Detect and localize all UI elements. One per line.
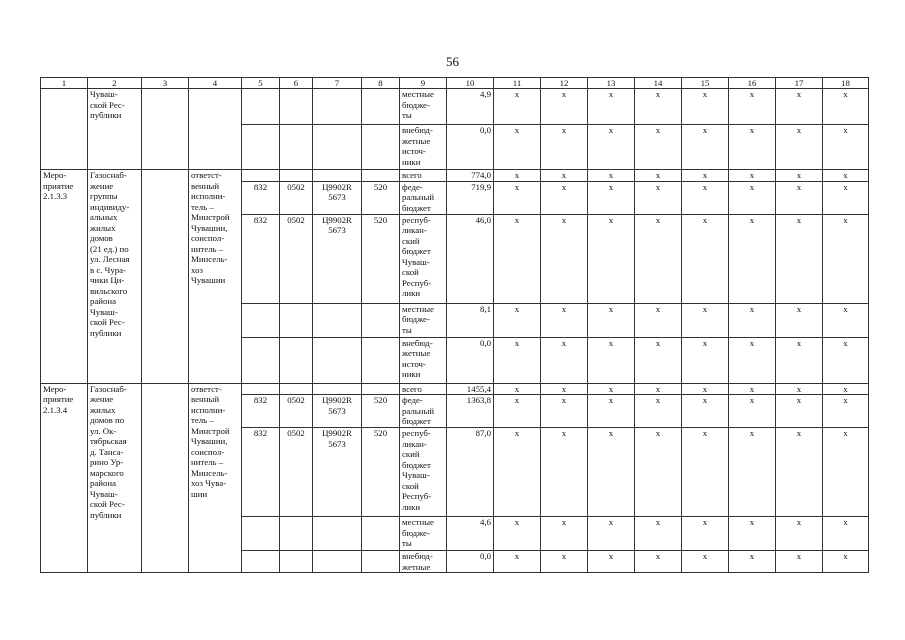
x-mark-cell: х [823, 383, 869, 395]
x-mark-cell: х [541, 125, 588, 170]
goal-indicator-cell [142, 383, 189, 573]
section-cell: 0502 [280, 181, 313, 214]
target-article-cell [313, 303, 362, 337]
grbs-cell: 832 [242, 395, 280, 428]
grbs-cell: 832 [242, 214, 280, 303]
grbs-cell [242, 170, 280, 182]
section-cell [280, 551, 313, 573]
grbs-cell [242, 125, 280, 170]
x-mark-cell: х [729, 517, 776, 551]
x-mark-cell: х [635, 170, 682, 182]
x-mark-cell: х [776, 383, 823, 395]
x-mark-cell: х [635, 125, 682, 170]
funding-source-cell: всего [400, 383, 447, 395]
program-table [40, 77, 869, 573]
x-mark-cell: х [541, 383, 588, 395]
section-cell [280, 89, 313, 125]
activity-name-cell: Газоснаб- жение жилых домов по ул. Ок- тябрьская д. Танса- рино Ур- марского района Чуваш- ской Рес- публики [88, 383, 142, 573]
x-mark-cell: х [494, 395, 541, 428]
x-mark-cell: х [729, 214, 776, 303]
expense-type-cell [362, 551, 400, 573]
amount-cell: 1363,8 [447, 395, 494, 428]
x-mark-cell: х [823, 303, 869, 337]
x-mark-cell: х [776, 125, 823, 170]
x-mark-cell: х [776, 428, 823, 517]
column-number: 6 [280, 78, 313, 89]
x-mark-cell: х [823, 551, 869, 573]
x-mark-cell: х [541, 170, 588, 182]
grbs-cell [242, 303, 280, 337]
x-mark-cell: х [494, 383, 541, 395]
x-mark-cell: х [776, 181, 823, 214]
x-mark-cell: х [541, 89, 588, 125]
x-mark-cell: х [588, 395, 635, 428]
x-mark-cell: х [682, 428, 729, 517]
x-mark-cell: х [823, 214, 869, 303]
target-article-cell: Ц9902R 5673 [313, 428, 362, 517]
amount-cell: 46,0 [447, 214, 494, 303]
funding-source-cell: респуб- ликан- ский бюджет Чуваш- ской Респуб- лики [400, 428, 447, 517]
x-mark-cell: х [729, 125, 776, 170]
target-article-cell [313, 383, 362, 395]
x-mark-cell: х [682, 551, 729, 573]
x-mark-cell: х [541, 337, 588, 383]
expense-type-cell [362, 303, 400, 337]
column-number: 8 [362, 78, 400, 89]
x-mark-cell: х [588, 89, 635, 125]
table-row [41, 170, 869, 182]
section-cell [280, 170, 313, 182]
x-mark-cell: х [823, 517, 869, 551]
x-mark-cell: х [776, 214, 823, 303]
expense-type-cell: 520 [362, 395, 400, 428]
target-article-cell: Ц9902R 5673 [313, 395, 362, 428]
x-mark-cell: х [729, 337, 776, 383]
column-number: 11 [494, 78, 541, 89]
x-mark-cell: х [776, 517, 823, 551]
x-mark-cell: х [541, 181, 588, 214]
activity-name-cell: Газоснаб- жение группы индивиду- альных жилых домов (21 ед.) по ул. Лесная в с. Чура- чики Ци- вильского района Чуваш- ской Рес- публики [88, 170, 142, 384]
x-mark-cell: х [823, 181, 869, 214]
x-mark-cell: х [682, 214, 729, 303]
x-mark-cell: х [682, 181, 729, 214]
activity-label-cell [41, 89, 88, 170]
x-mark-cell: х [823, 428, 869, 517]
x-mark-cell: х [776, 551, 823, 573]
expense-type-cell [362, 89, 400, 125]
x-mark-cell: х [494, 170, 541, 182]
section-cell: 0502 [280, 395, 313, 428]
amount-cell: 0,0 [447, 551, 494, 573]
target-article-cell [313, 337, 362, 383]
x-mark-cell: х [541, 303, 588, 337]
column-number: 15 [682, 78, 729, 89]
column-number: 3 [142, 78, 189, 89]
x-mark-cell: х [635, 428, 682, 517]
column-number: 2 [88, 78, 142, 89]
expense-type-cell [362, 383, 400, 395]
x-mark-cell: х [635, 89, 682, 125]
funding-source-cell: внебюд- жетные [400, 551, 447, 573]
grbs-cell [242, 337, 280, 383]
x-mark-cell: х [494, 428, 541, 517]
column-number: 18 [823, 78, 869, 89]
funding-source-cell: местные бюдже- ты [400, 89, 447, 125]
funding-source-cell: всего [400, 170, 447, 182]
funding-source-cell: респуб- ликан- ский бюджет Чуваш- ской Респуб- лики [400, 214, 447, 303]
x-mark-cell: х [588, 181, 635, 214]
x-mark-cell: х [541, 551, 588, 573]
x-mark-cell: х [588, 303, 635, 337]
page-number: 56 [446, 54, 459, 69]
column-number: 14 [635, 78, 682, 89]
x-mark-cell: х [682, 383, 729, 395]
amount-cell: 0,0 [447, 337, 494, 383]
x-mark-cell: х [541, 214, 588, 303]
x-mark-cell: х [588, 428, 635, 517]
expense-type-cell: 520 [362, 181, 400, 214]
column-number-row [41, 78, 869, 89]
section-cell [280, 125, 313, 170]
x-mark-cell: х [682, 125, 729, 170]
expense-type-cell: 520 [362, 428, 400, 517]
x-mark-cell: х [588, 125, 635, 170]
x-mark-cell: х [729, 383, 776, 395]
funding-source-cell: местные бюдже- ты [400, 303, 447, 337]
x-mark-cell: х [729, 428, 776, 517]
target-article-cell [313, 551, 362, 573]
section-cell [280, 383, 313, 395]
x-mark-cell: х [729, 395, 776, 428]
x-mark-cell: х [729, 181, 776, 214]
x-mark-cell: х [541, 428, 588, 517]
column-number: 7 [313, 78, 362, 89]
x-mark-cell: х [635, 181, 682, 214]
amount-cell: 4,6 [447, 517, 494, 551]
funding-source-cell: внебюд- жетные источ- ники [400, 125, 447, 170]
column-number: 5 [242, 78, 280, 89]
x-mark-cell: х [635, 337, 682, 383]
funding-source-cell: внебюд- жетные источ- ники [400, 337, 447, 383]
x-mark-cell: х [494, 89, 541, 125]
x-mark-cell: х [541, 517, 588, 551]
executors-cell: ответст- венный исполни- тель – Минстрой Чувашии, соиспол- нитель – Минсель- хоз Чува- шии [189, 383, 242, 573]
target-article-cell [313, 170, 362, 182]
expense-type-cell [362, 125, 400, 170]
x-mark-cell: х [494, 551, 541, 573]
x-mark-cell: х [776, 89, 823, 125]
expense-type-cell [362, 517, 400, 551]
column-number: 16 [729, 78, 776, 89]
target-article-cell [313, 517, 362, 551]
x-mark-cell: х [823, 89, 869, 125]
funding-source-cell: феде- ральный бюджет [400, 181, 447, 214]
goal-indicator-cell [142, 89, 189, 170]
x-mark-cell: х [494, 517, 541, 551]
x-mark-cell: х [729, 303, 776, 337]
x-mark-cell: х [588, 551, 635, 573]
section-cell [280, 303, 313, 337]
x-mark-cell: х [588, 170, 635, 182]
amount-cell: 774,0 [447, 170, 494, 182]
section-cell [280, 337, 313, 383]
x-mark-cell: х [494, 125, 541, 170]
x-mark-cell: х [823, 170, 869, 182]
grbs-cell: 832 [242, 428, 280, 517]
column-number: 12 [541, 78, 588, 89]
x-mark-cell: х [729, 551, 776, 573]
section-cell: 0502 [280, 428, 313, 517]
x-mark-cell: х [588, 214, 635, 303]
amount-cell: 8,1 [447, 303, 494, 337]
x-mark-cell: х [682, 517, 729, 551]
x-mark-cell: х [729, 89, 776, 125]
x-mark-cell: х [776, 170, 823, 182]
x-mark-cell: х [682, 303, 729, 337]
table-row [41, 383, 869, 395]
activity-label-cell: Меро- приятие 2.1.3.3 [41, 170, 88, 384]
x-mark-cell: х [635, 303, 682, 337]
x-mark-cell: х [823, 337, 869, 383]
column-number: 9 [400, 78, 447, 89]
target-article-cell [313, 89, 362, 125]
grbs-cell [242, 517, 280, 551]
target-article-cell: Ц9902R 5673 [313, 181, 362, 214]
expense-type-cell [362, 337, 400, 383]
x-mark-cell: х [588, 383, 635, 395]
x-mark-cell: х [729, 170, 776, 182]
x-mark-cell: х [494, 181, 541, 214]
amount-cell: 719,9 [447, 181, 494, 214]
amount-cell: 0,0 [447, 125, 494, 170]
x-mark-cell: х [494, 337, 541, 383]
activity-label-cell: Меро- приятие 2.1.3.4 [41, 383, 88, 573]
grbs-cell [242, 551, 280, 573]
x-mark-cell: х [776, 337, 823, 383]
expense-type-cell: 520 [362, 214, 400, 303]
amount-cell: 1455,4 [447, 383, 494, 395]
x-mark-cell: х [682, 170, 729, 182]
expense-type-cell [362, 170, 400, 182]
amount-cell: 87,0 [447, 428, 494, 517]
x-mark-cell: х [494, 214, 541, 303]
executors-cell [189, 89, 242, 170]
grbs-cell [242, 89, 280, 125]
column-number: 1 [41, 78, 88, 89]
x-mark-cell: х [588, 337, 635, 383]
x-mark-cell: х [776, 303, 823, 337]
x-mark-cell: х [776, 395, 823, 428]
x-mark-cell: х [682, 395, 729, 428]
grbs-cell: 832 [242, 181, 280, 214]
x-mark-cell: х [635, 383, 682, 395]
section-cell: 0502 [280, 214, 313, 303]
x-mark-cell: х [682, 89, 729, 125]
x-mark-cell: х [635, 214, 682, 303]
target-article-cell [313, 125, 362, 170]
goal-indicator-cell [142, 170, 189, 384]
x-mark-cell: х [823, 395, 869, 428]
table-row [41, 89, 869, 125]
column-number: 4 [189, 78, 242, 89]
x-mark-cell: х [682, 337, 729, 383]
activity-name-cell: Чуваш- ской Рес- публики [88, 89, 142, 170]
target-article-cell: Ц9902R 5673 [313, 214, 362, 303]
funding-source-cell: местные бюдже- ты [400, 517, 447, 551]
amount-cell: 4,9 [447, 89, 494, 125]
x-mark-cell: х [635, 517, 682, 551]
funding-source-cell: феде- ральный бюджет [400, 395, 447, 428]
x-mark-cell: х [823, 125, 869, 170]
executors-cell: ответст- венный исполни- тель – Минстрой Чувашии, соиспол- нитель – Минсель- хоз Чувашии [189, 170, 242, 384]
x-mark-cell: х [494, 303, 541, 337]
column-number: 13 [588, 78, 635, 89]
grbs-cell [242, 383, 280, 395]
column-number: 10 [447, 78, 494, 89]
x-mark-cell: х [635, 395, 682, 428]
x-mark-cell: х [635, 551, 682, 573]
section-cell [280, 517, 313, 551]
x-mark-cell: х [588, 517, 635, 551]
x-mark-cell: х [541, 395, 588, 428]
column-number: 17 [776, 78, 823, 89]
